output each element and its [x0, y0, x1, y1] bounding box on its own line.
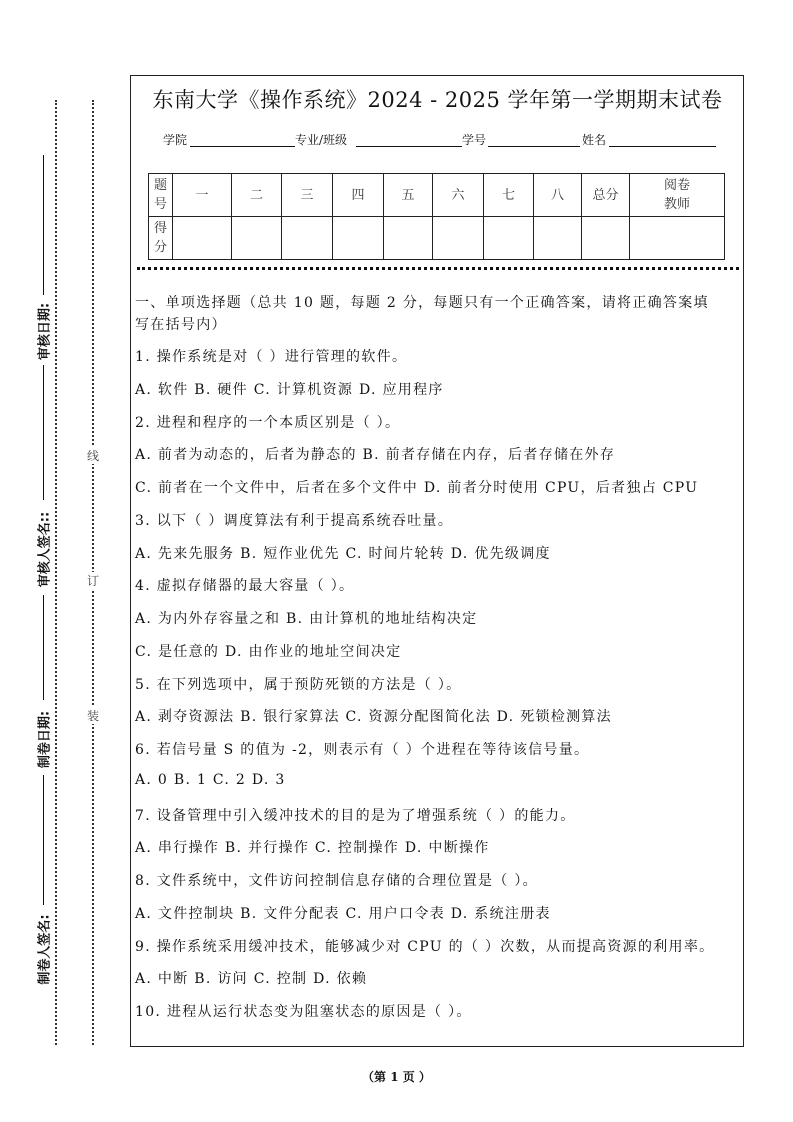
answer-options	[135, 968, 367, 988]
column-3: 三	[282, 174, 333, 217]
question-text	[135, 575, 354, 595]
paper-maker-signature-line	[43, 775, 44, 905]
question-text	[135, 674, 461, 694]
section-heading-cont: 写在括号内）	[135, 317, 227, 333]
question-text	[135, 936, 714, 956]
student-id-field[interactable]	[488, 146, 580, 147]
score-cell[interactable]	[232, 217, 282, 260]
review-date-line	[43, 155, 44, 295]
answer-options	[135, 772, 286, 788]
question-text	[135, 1001, 472, 1021]
answer-options	[135, 706, 612, 726]
column-total: 总分	[582, 174, 630, 217]
binding-mark-ding: 订	[86, 574, 99, 588]
column-5: 五	[384, 174, 433, 217]
question-text	[135, 412, 400, 432]
answer-options	[135, 543, 551, 563]
question-text	[135, 805, 576, 825]
paper-date-line	[43, 595, 44, 700]
line-text: 1. 操作系统是对（ ）进行管理的软件。	[135, 349, 408, 365]
column-4: 四	[333, 174, 384, 217]
section-heading: 一、单项选择题（总共 10 题，每题 2 分，每题只有一个正确答案，请将正确答案填	[135, 295, 709, 311]
college-label: 学院	[163, 133, 188, 147]
question-text	[135, 346, 407, 366]
score-table	[148, 173, 725, 260]
student-id-label: 学号	[462, 133, 487, 147]
line-text: 8. 文件系统中，文件访问控制信息存储的合理位置是（ ）。	[135, 873, 538, 889]
line-text: 7. 设备管理中引入缓冲技术的目的是为了增强系统（ ）的能力。	[135, 807, 576, 824]
column-7: 七	[484, 174, 534, 217]
answer-options	[135, 444, 615, 464]
paper-date-label: 制卷日期:	[37, 710, 53, 769]
score-cell[interactable]	[630, 217, 725, 260]
question-text	[135, 510, 453, 530]
column-2: 二	[232, 174, 282, 217]
answer-options	[135, 903, 551, 923]
binding-dotted-line-outer	[55, 100, 57, 1045]
binding-mark-zhuang: 装	[86, 709, 99, 723]
column-6: 六	[433, 174, 484, 217]
score-cell[interactable]	[534, 217, 582, 260]
question-number-header: 题号	[149, 174, 173, 217]
paper-maker-signature-label: 制卷人签名:	[37, 914, 53, 985]
line-text: 5. 在下列选项中，属于预防死锁的方法是（ ）。	[135, 676, 462, 693]
question-text	[135, 739, 589, 759]
line-text: 4. 虚拟存储器的最大容量（ ）。	[135, 578, 355, 595]
line-text: 10. 进程从运行状态变为阻塞状态的原因是（ ）。	[135, 1004, 472, 1020]
score-cell[interactable]	[433, 217, 484, 260]
reviewer-signature-label: 审核人签名::	[37, 511, 53, 588]
reviewer-signature-line	[43, 365, 44, 500]
dotted-separator	[137, 267, 739, 270]
line-text: A. 串行操作 B. 并行操作 C. 控制操作 D. 中断操作	[135, 840, 490, 857]
line-text: 6. 若信号量 S 的值为 -2，则表示有（ ）个进程在等待该信号量。	[135, 742, 590, 758]
line-text: A. 中断 B. 访问 C. 控制 D. 依赖	[135, 971, 368, 988]
binding-mark-xian: 线	[86, 449, 99, 463]
college-field[interactable]	[190, 146, 295, 147]
answer-options	[135, 837, 490, 857]
answer-options	[135, 477, 698, 497]
score-cell[interactable]	[333, 217, 384, 260]
question-text	[135, 870, 538, 890]
score-cell[interactable]	[173, 217, 232, 260]
score-row-header: 得分	[149, 217, 173, 260]
line-text: A. 文件控制块 B. 文件分配表 C. 用户口令表 D. 系统注册表	[135, 905, 551, 922]
line-text: 9. 操作系统采用缓冲技术，能够减少对 CPU 的（ ）次数，从而提高资源的利用率。	[135, 938, 715, 955]
line-text: A. 先来先服务 B. 短作业优先 C. 时间片轮转 D. 优先级调度	[135, 545, 551, 562]
line-text: A. 剥夺资源法 B. 银行家算法 C. 资源分配图简化法 D. 死锁检测算法	[135, 709, 612, 726]
name-label: 姓名	[582, 133, 607, 147]
review-date-label: 审核日期:	[37, 302, 53, 361]
score-cell[interactable]	[582, 217, 630, 260]
exam-title: 东南大学《操作系统》2024 - 2025 学年第一学期期末试卷	[152, 88, 723, 112]
line-text: 3. 以下（ ）调度算法有利于提高系统吞吐量。	[135, 512, 454, 529]
column-grader: 阅卷教师	[630, 174, 725, 217]
score-cell[interactable]	[282, 217, 333, 260]
line-text: A. 为内外存容量之和 B. 由计算机的地址结构决定	[135, 611, 478, 627]
major-class-field[interactable]	[356, 146, 462, 147]
score-cell[interactable]	[384, 217, 433, 260]
line-text: 2. 进程和程序的一个本质区别是（ ）。	[135, 414, 401, 431]
answer-options	[135, 641, 402, 661]
score-cell[interactable]	[484, 217, 534, 260]
answer-options	[135, 379, 444, 399]
column-8: 八	[534, 174, 582, 217]
line-text: C. 是任意的 D. 由作业的地址空间决定	[135, 643, 402, 660]
answer-options	[135, 608, 477, 628]
column-1: 一	[173, 174, 232, 217]
name-field[interactable]	[609, 146, 716, 147]
page-number: （第 1 页 ）	[362, 1070, 431, 1084]
line-text: A. 软件 B. 硬件 C. 计算机资源 D. 应用程序	[135, 381, 444, 398]
line-text: A. 前者为动态的，后者为静态的 B. 前者存储在内存，后者存储在外存	[135, 447, 616, 464]
line-text: A. 0 B. 1 C. 2 D. 3	[135, 771, 286, 788]
line-text: C. 前者在一个文件中，后者在多个文件中 D. 前者分时使用 CPU，后者独占 CPU	[135, 480, 699, 496]
major-class-label: 专业/班级	[295, 133, 348, 147]
